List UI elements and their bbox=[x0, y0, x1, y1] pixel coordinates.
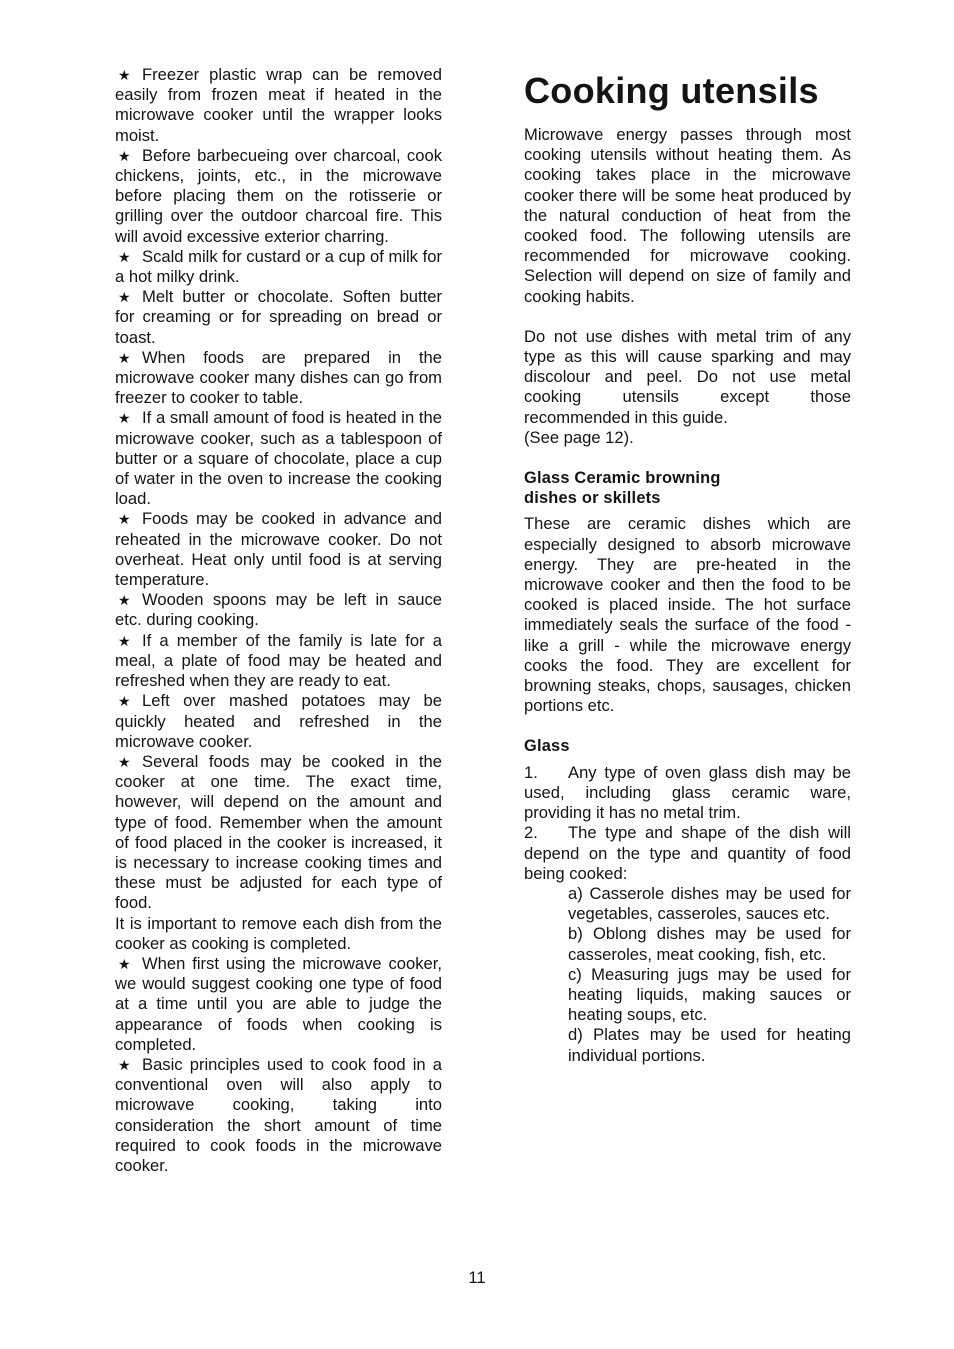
star-icon: ★ bbox=[118, 511, 131, 528]
page-title: Cooking utensils bbox=[524, 70, 819, 111]
left-column bbox=[115, 65, 442, 1176]
star-icon: ★ bbox=[118, 592, 131, 609]
tip-item: ★ Scald milk for custard or a cup of milk for a hot milky drink. bbox=[115, 246, 442, 287]
star-icon: ★ bbox=[118, 410, 131, 427]
tip-item: ★ When first using the microwave cooker, we would suggest cooking one type of food at a time until you are able to judge the appearance of foods when cooking is completed. bbox=[115, 953, 442, 1054]
star-icon: ★ bbox=[118, 349, 131, 366]
glass-ceramic-paragraph: These are ceramic dishes which are especially designed to absorb microwave energy. They are pre-heated in the microwave cooker and then the food to be cooked is placed inside. The hot surface immediately seals the surface of the food - like a grill - while the microwave energy cooks the food. They are excellent for browning steaks, chops, sausages, chicken portions etc. bbox=[524, 514, 851, 716]
star-icon: ★ bbox=[118, 955, 131, 972]
see-page-reference: (See page 12). bbox=[524, 427, 634, 447]
tip-item: ★ Before barbecueing over charcoal, cook chickens, joints, etc., in the microwave before placing them on the rotisserie or grilling over the outdoor charcoal fire. This will avoid excessive exterior charring. bbox=[115, 145, 442, 246]
page-number: 11 bbox=[468, 1268, 486, 1287]
star-icon: ★ bbox=[118, 289, 131, 306]
glass-subitem: d) Plates may be used for heating individual portions. bbox=[568, 1025, 851, 1065]
metal-warning-paragraph: Do not use dishes with metal trim of any type as this will cause sparking and may discolour and peel. Do not use metal cooking utensils except those recommended in this guide. bbox=[524, 326, 851, 427]
tip-item: ★ Freezer plastic wrap can be removed easily from frozen meat if heated in the microwave cooker until the wrapper looks moist. bbox=[115, 65, 442, 145]
tip-item: ★ Basic principles used to cook food in a conventional oven will also apply to microwave cooking, taking into consideration the short amount of time required to cook foods in the microwave cooker. bbox=[115, 1054, 442, 1175]
glass-heading: Glass bbox=[524, 737, 570, 756]
tip-item: ★ Foods may be cooked in advance and reheated in the microwave cooker. Do not overheat. Heat only until food is at serving temperature. bbox=[115, 509, 442, 590]
glass-subitem: b) Oblong dishes may be used for casseroles, meat cooking, fish, etc. bbox=[568, 924, 851, 964]
star-icon: ★ bbox=[118, 693, 131, 710]
star-icon: ★ bbox=[118, 632, 131, 649]
tip-item: ★ Left over mashed potatoes may be quickly heated and refreshed in the microwave cooker. bbox=[115, 691, 442, 751]
tip-item: ★ Wooden spoons may be left in sauce etc. during cooking. bbox=[115, 590, 442, 630]
glass-ceramic-heading: Glass Ceramic browning dishes or skillets bbox=[524, 469, 721, 508]
tip-item: ★ If a member of the family is late for a meal, a plate of food may be heated and refreshed when they are ready to eat. bbox=[115, 630, 442, 691]
tip-paragraph: It is important to remove each dish from the cooker as cooking is completed. bbox=[115, 913, 442, 953]
glass-item: 1. Any type of oven glass dish may be used, including glass ceramic ware, providing it has no metal trim. bbox=[524, 762, 851, 823]
tip-item: ★ Several foods may be cooked in the cooker at one time. The exact time, however, will depend on the amount and type of food. Remember when the amount of food placed in the cooker is increased, it is necessary to increase cooking times and these must be adjusted for each type of food. bbox=[115, 751, 442, 913]
glass-subitem: a) Casserole dishes may be used for vegetables, casseroles, sauces etc. bbox=[568, 883, 851, 924]
intro-paragraph: Microwave energy passes through most cooking utensils without heating them. As cooking takes place in the microwave cooker there will be some heat produced by the natural conduction of heat from the cooked food. The following utensils are recommended for microwave cooking. Selection will depend on size of family and cooking habits. bbox=[524, 125, 851, 306]
glass-item: 2. The type and shape of the dish will depend on the type and quantity of food being cooked: bbox=[524, 823, 851, 883]
star-icon: ★ bbox=[118, 67, 131, 83]
glass-subitem: c) Measuring jugs may be used for heating liquids, making sauces or heating soups, etc. bbox=[568, 964, 851, 1025]
tip-item: ★ When foods are prepared in the microwave cooker many dishes can go from freezer to cooker to table. bbox=[115, 347, 442, 408]
tip-item: ★ Melt butter or chocolate. Soften butter for creaming or for spreading on bread or toast. bbox=[115, 287, 442, 347]
star-icon: ★ bbox=[118, 753, 131, 770]
star-icon: ★ bbox=[118, 248, 131, 265]
tip-item: ★ If a small amount of food is heated in the microwave cooker, such as a tablespoon of butter or a square of chocolate, place a cup of water in the oven to increase the cooking load. bbox=[115, 408, 442, 509]
star-icon: ★ bbox=[118, 147, 131, 164]
star-icon: ★ bbox=[118, 1056, 131, 1073]
right-column bbox=[524, 65, 851, 1066]
